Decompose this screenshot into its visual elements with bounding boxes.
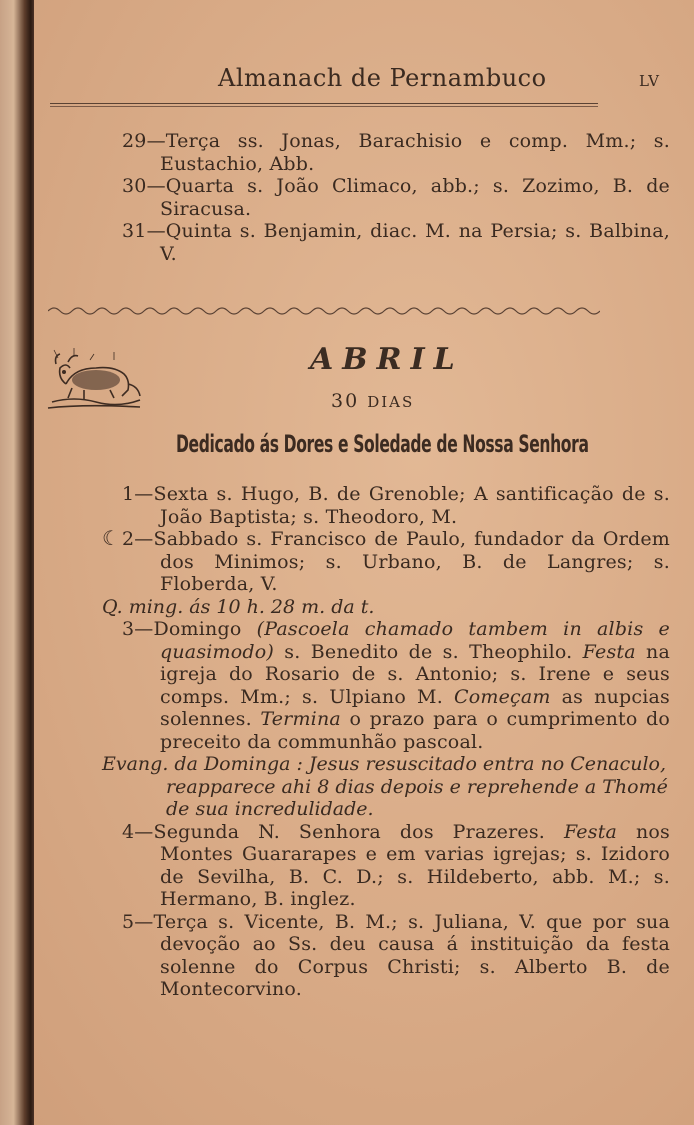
entry-april-3-part-b: s. Benedito de s. Theophilo. <box>274 640 583 663</box>
running-title: Almanach de Pernambuco <box>218 64 547 92</box>
entry-march-30: 30—Quarta s. João Climaco, abb.; s. Zozimo, B. de Siracusa. <box>122 175 670 220</box>
month-title: ABRIL <box>310 342 464 377</box>
entry-april-3-part-e: o prazo para o cumprimento do preceito da communhão pascoal. <box>160 708 670 753</box>
entry-april-2-text: 2—Sabbado s. Francisco de Paulo, fundador da Ordem dos Minimos; s. Urbano, B. de Langres; s. Floberda, V. <box>122 528 670 595</box>
entry-april-4-part-a: 4—Segunda N. Senhora dos Prazeres. <box>122 820 564 843</box>
wavy-ornament-divider <box>48 304 600 318</box>
gospel-note: Evang. da Dominga : Jesus resuscitado entra no Cenaculo, reapparece ahi 8 dias depois e reprehende a Thomé de sua incredulidade. <box>102 753 668 820</box>
entry-march-29: 29—Terça ss. Jonas, Barachisio e comp. Mm.; s. Eustachio, Abb. <box>122 130 670 175</box>
entry-april-4 <box>60 821 670 911</box>
page-number: LV <box>638 72 660 90</box>
entry-april-2 <box>60 528 670 596</box>
entry-april-3-part-a: 3—Domingo <box>122 618 257 640</box>
entry-april-3-italic-3: Começam <box>453 685 551 708</box>
entry-april-3-italic-4: Termina <box>260 708 341 730</box>
entry-march-31: 31—Quinta s. Benjamin, diac. M. na Persia; s. Balbina, V. <box>122 220 670 265</box>
entry-april-3-italic-2: Festa <box>582 640 636 663</box>
month-days <box>331 390 414 412</box>
entry-april-3-italic: (Pascoela chamado tambem in albis e quasimodo) <box>160 618 670 663</box>
header-rule <box>50 103 598 107</box>
days-word: DIAS <box>367 393 415 411</box>
entry-april-5: 5—Terça s. Vicente, B. M.; s. Juliana, V. que por sua devoção ao Ss. deu causa á instituição da festa solenne do Corpus Christi; s. Alberto B. de Montecorvino. <box>122 910 670 1000</box>
month-dedication: Dedicado ás Dores e Soledade de Nossa Senhora <box>176 430 589 458</box>
entry-april-3-part-d: as nupcias solennes. <box>160 685 670 730</box>
taurus-bull-icon <box>44 344 144 412</box>
entry-april-1: 1—Sexta s. Hugo, B. de Grenoble; A santificação de s. João Baptista; s. Theodoro, M. <box>122 483 670 528</box>
moon-phase-note: Q. ming. ás 10 h. 28 m. da t. <box>102 595 375 618</box>
march-entries <box>60 130 670 265</box>
april-entries <box>60 483 670 1001</box>
entry-april-3 <box>60 618 670 753</box>
page-header <box>110 64 660 100</box>
book-binding-edge <box>0 0 34 1125</box>
entry-april-4-part-b: nos Montes Guararapes e em varias igrejas; s. Izidoro de Sevilha, B. C. D.; s. Hildeberto, abb. M.; s. Hermano, B. inglez. <box>160 820 670 910</box>
moon-symbol: ☾ <box>102 526 121 550</box>
entry-april-4-italic: Festa <box>563 820 618 843</box>
days-count: 30 <box>331 390 360 412</box>
entry-april-3-part-c: na igreja do Rosario de s. Antonio; s. Irene e seus comps. Mm.; s. Ulpiano M. <box>160 640 670 708</box>
